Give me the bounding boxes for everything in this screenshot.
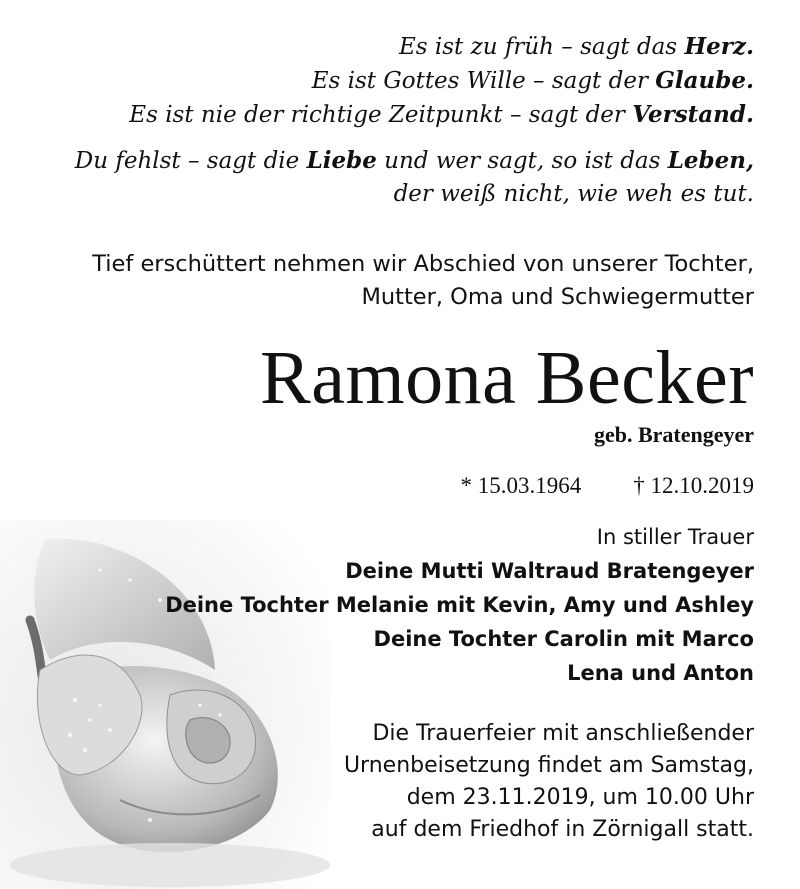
- intro-text: [92, 248, 754, 314]
- poem: [75, 30, 754, 211]
- death-date: † 12.10.2019: [633, 473, 754, 498]
- poem-line: Es ist zu früh – sagt das Herz.: [398, 33, 754, 60]
- poem-line: der weiß nicht, wie weh es tut.: [393, 181, 754, 207]
- mourner-line: Deine Tochter Carolin mit Marco: [373, 627, 754, 651]
- funeral-info: [344, 718, 754, 846]
- intro-line: Tief erschüttert nehmen wir Abschied von unserer Tochter,: [92, 251, 754, 277]
- poem-line: Es ist Gottes Wille – sagt der Glaube.: [311, 67, 754, 94]
- maiden-name: geb. Bratengeyer: [593, 422, 754, 447]
- poem-line: Es ist nie der richtige Zeitpunkt – sagt der Verstand.: [129, 101, 754, 128]
- mourners: [165, 520, 754, 690]
- deceased-name: Ramona Becker: [260, 336, 754, 420]
- life-dates: [461, 470, 755, 502]
- mourner-line: Deine Tochter Melanie mit Kevin, Amy und Ashley: [165, 593, 754, 617]
- funeral-info-line: auf dem Friedhof in Zörnigall statt.: [371, 817, 754, 842]
- mourner-line: Lena und Anton: [567, 661, 754, 685]
- funeral-info-line: Die Trauerfeier mit anschließender: [372, 721, 754, 746]
- birth-date: * 15.03.1964: [460, 473, 582, 498]
- mourners-heading: In stiller Trauer: [596, 525, 754, 549]
- intro-line: Mutter, Oma und Schwiegermutter: [361, 284, 754, 310]
- mourner-line: Deine Mutti Waltraud Bratengeyer: [345, 559, 754, 583]
- funeral-info-line: dem 23.11.2019, um 10.00 Uhr: [406, 785, 754, 810]
- poem-line: Du fehlst – sagt die Liebe und wer sagt, so ist das Leben,: [74, 147, 754, 174]
- funeral-info-line: Urnenbeisetzung findet am Samstag,: [343, 753, 754, 778]
